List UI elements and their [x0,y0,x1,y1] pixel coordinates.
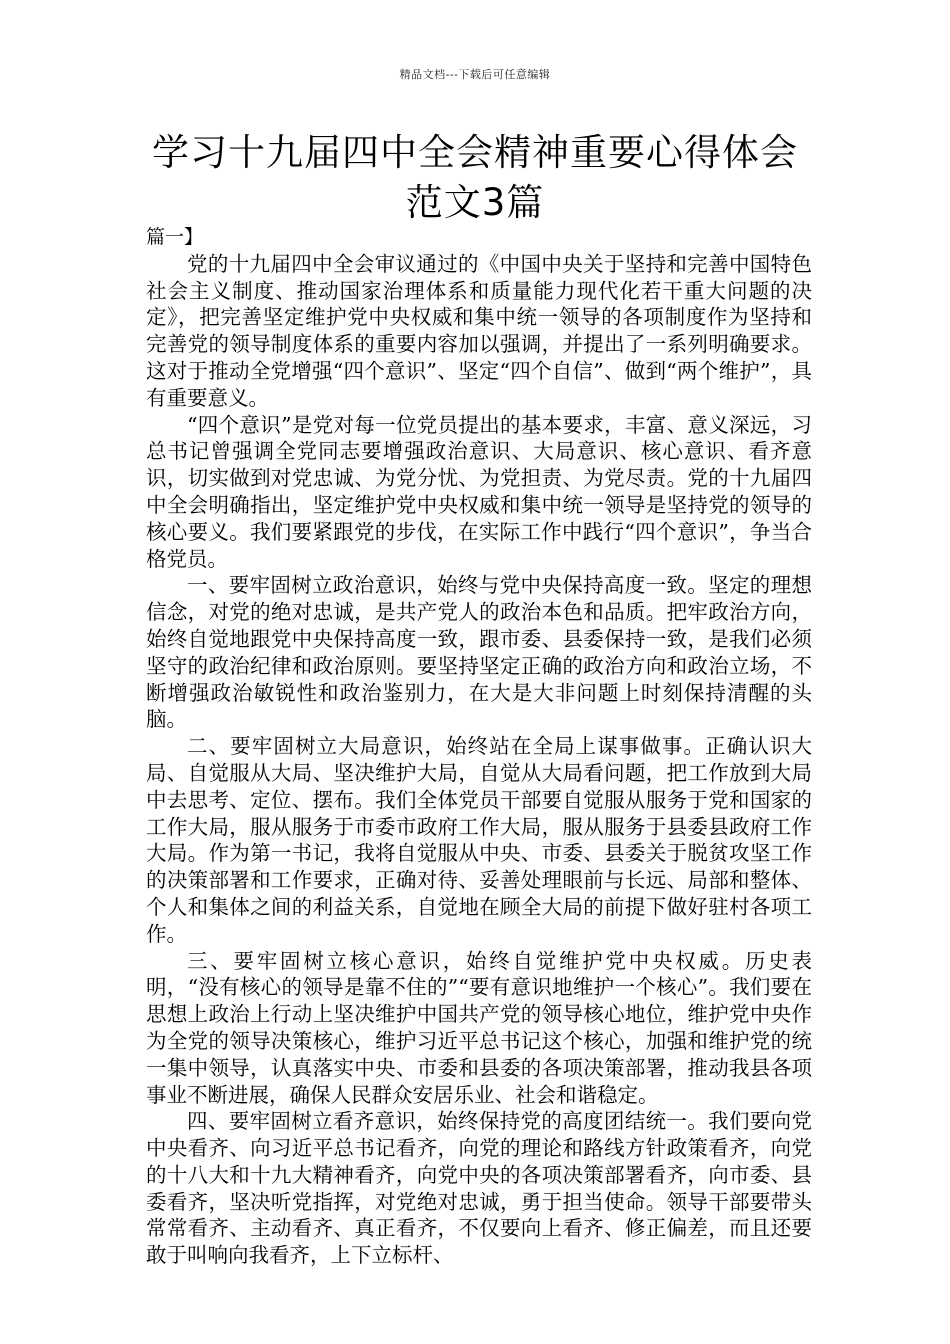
section-label: 篇一】 [146,226,204,248]
paragraph-alignment-consciousness: 四、要牢固树立看齐意识，始终保持党的高度团结统一。我们要向党中央看齐、向习近平总书记看齐，向党的理论和路线方针政策看齐，向党的十八大和十九大精神看齐，向党中央的各项决策部署看齐，向市委、县委看齐，坚决听党指挥，对党绝对忠诚，勇于担当使命。领导干部要带头常常看齐、主动看齐、真正看齐，不仅要向上看齐、修正偏差，而且还要敢于叫响向我看齐，上下立标杆、 [146,1109,812,1268]
paragraph-four-consciousness: “四个意识”是党对每一位党员提出的基本要求，丰富、意义深远，习总书记曾强调全党同志要增强政治意识、大局意识、核心意识、看齐意识，切实做到对党忠诚、为党分忧、为党担责、为党尽责。党的十九届四中全会明确指出，坚定维护党中央权威和集中统一领导是坚持党的领导的核心要义。我们要紧跟党的步伐，在实际工作中践行“四个意识”，争当合格党员。 [146,412,812,571]
header-note: 精品文档---下载后可任意编辑 [399,68,551,81]
title-line-1: 学习十九届四中全会精神重要心得体会 [152,131,798,174]
paragraph-core-consciousness: 三、要牢固树立核心意识，始终自觉维护党中央权威。历史表明，“没有核心的领导是靠不住的”“要有意识地维护一个核心”。我们要在思想上政治上行动上坚决维护中国共产党的领导核心地位，维护党中央作为全党的领导决策核心，维护习近平总书记这个核心，加强和维护党的统一集中领导，认真落实中央、市委和县委的各项决策部署，推动我县各项事业不断进展，确保人民群众安居乐业、社会和谐稳定。 [146,948,812,1107]
paragraph-overall-consciousness: 二、要牢固树立大局意识，始终站在全局上谋事做事。正确认识大局、自觉服从大局、坚决维护大局，自觉从大局看问题，把工作放到大局中去思考、定位、摆布。我们全体党员干部要自觉服从服务于党和国家的工作大局，服从服务于市委市政府工作大局，服从服务于县委县政府工作大局。作为第一书记，我将自觉服从中央、市委、县委关于脱贫攻坚工作的决策部署和工作要求，正确对待、妥善处理眼前与长远、局部和整体、个人和集体之间的利益关系，自觉地在顾全大局的前提下做好驻村各项工作。 [146,734,812,946]
paragraph-intro: 党的十九届四中全会审议通过的《中国中央关于坚持和完善中国特色社会主义制度、推动国家治理体系和质量能力现代化若干重大问题的决定》，把完善坚定维护党中央权威和集中统一领导的各项制度作为坚持和完善党的领导制度体系的重要内容加以强调，并提出了一系列明确要求。这对于推动全党增强“四个意识”、坚定“四个自信”、做到“两个维护”，具有重要意义。 [146,251,812,410]
paragraph-political-consciousness: 一、要牢固树立政治意识，始终与党中央保持高度一致。坚定的理想信念，对党的绝对忠诚，是共产党人的政治本色和品质。把牢政治方向，始终自觉地跟党中央保持高度一致，跟市委、县委保持一致，是我们必须坚守的政治纪律和政治原则。要坚持坚定正确的政治方向和政治立场，不断增强政治敏锐性和政治鉴别力，在大是大非问题上时刻保持清醒的头脑。 [146,573,812,732]
title-line-2: 范文3篇 [405,181,545,224]
document-title [100,128,850,228]
document-body [146,224,812,1269]
